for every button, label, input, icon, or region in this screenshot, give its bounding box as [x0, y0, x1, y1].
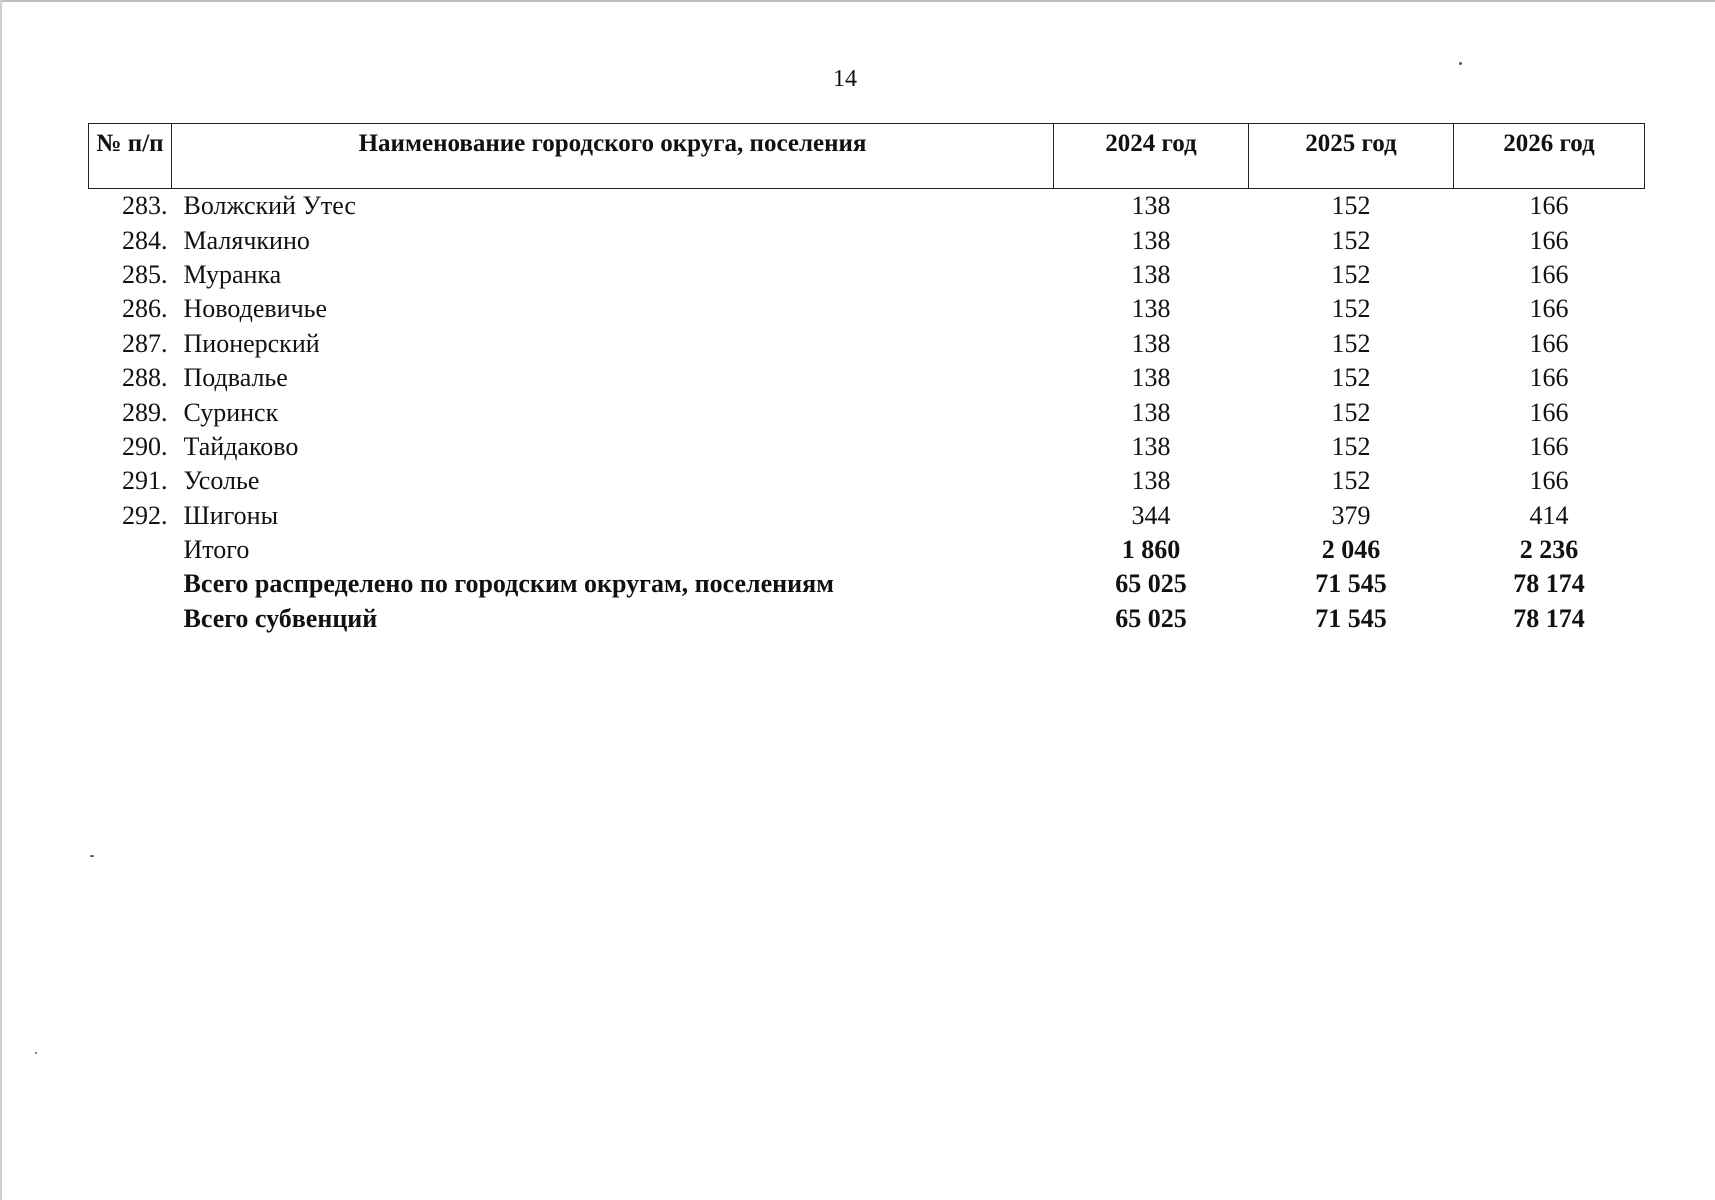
- row-name: Малячкино: [183, 225, 310, 255]
- row-num: 286.: [122, 294, 168, 324]
- row-2025: 152: [1331, 397, 1371, 427]
- scan-speck: [1459, 62, 1462, 65]
- row-2025: 152: [1331, 363, 1371, 393]
- distributed-total-label: Всего распределено по городским округам, поселениям: [183, 569, 834, 599]
- distributed-total-2025: 71 545: [1315, 569, 1387, 599]
- row-2025: 152: [1331, 294, 1371, 324]
- scan-edge-top: [0, 0, 1715, 2]
- table-row: [89, 223, 1645, 257]
- row-2025: 152: [1331, 431, 1371, 461]
- row-num: 284.: [122, 225, 168, 255]
- row-num: 291.: [122, 466, 168, 496]
- row-2024: 138: [1131, 328, 1171, 358]
- row-2025: 152: [1331, 191, 1371, 221]
- row-2024: 138: [1131, 259, 1171, 289]
- row-name: Подвалье: [183, 363, 288, 393]
- row-num: 288.: [122, 363, 168, 393]
- table-header-row: [89, 124, 1645, 189]
- header-name: Наименование городского округа, поселения: [172, 124, 1054, 189]
- scan-edge-left: [0, 0, 2, 1200]
- row-2024: 138: [1131, 363, 1171, 393]
- grand-total-label: Всего субвенций: [183, 603, 378, 633]
- table-row: [89, 292, 1645, 326]
- row-name: Суринск: [183, 397, 279, 427]
- row-2024: 138: [1131, 225, 1171, 255]
- row-num: [89, 533, 172, 567]
- header-2025: 2025 год: [1249, 124, 1454, 189]
- row-2026: 166: [1529, 328, 1569, 358]
- row-num: 285.: [122, 259, 168, 289]
- row-2024: 138: [1131, 466, 1171, 496]
- table-row: [89, 395, 1645, 429]
- row-2025: 152: [1331, 328, 1371, 358]
- row-2026: 166: [1529, 363, 1569, 393]
- row-2025: 152: [1331, 259, 1371, 289]
- table-row: [89, 258, 1645, 292]
- row-name: Тайдаково: [183, 431, 299, 461]
- grand-total-2026: 78 174: [1513, 603, 1585, 633]
- row-name: Волжский Утес: [183, 191, 356, 221]
- row-num: [89, 567, 172, 601]
- row-2026: 166: [1529, 431, 1569, 461]
- distributed-total-2024: 65 025: [1115, 569, 1187, 599]
- distributed-total-2026: 78 174: [1513, 569, 1585, 599]
- table-row: [89, 464, 1645, 498]
- table-row: [89, 430, 1645, 464]
- row-num: 287.: [122, 328, 168, 358]
- row-2024: 138: [1131, 431, 1171, 461]
- table-row: [89, 189, 1645, 224]
- header-2024: 2024 год: [1054, 124, 1249, 189]
- row-2026: 166: [1529, 191, 1569, 221]
- row-num: 292.: [122, 500, 168, 530]
- row-num: 289.: [122, 397, 168, 427]
- row-num: 290.: [122, 431, 168, 461]
- row-2026: 414: [1529, 500, 1569, 530]
- row-2024: 138: [1131, 397, 1171, 427]
- row-name: Усолье: [183, 466, 260, 496]
- header-num: № п/п: [89, 124, 172, 189]
- grand-total-2025: 71 545: [1315, 603, 1387, 633]
- row-2026: 166: [1529, 294, 1569, 324]
- row-name: Пионерский: [183, 328, 320, 358]
- header-2026: 2026 год: [1454, 124, 1645, 189]
- row-name: Муранка: [183, 259, 282, 289]
- scan-speck: [90, 855, 94, 857]
- row-name: Новодевичье: [183, 294, 328, 324]
- page-number: 14: [833, 66, 857, 92]
- subtotal-row: [89, 533, 1645, 567]
- distributed-total-row: [89, 567, 1645, 601]
- row-2026: 166: [1529, 225, 1569, 255]
- row-2024: 344: [1131, 500, 1171, 530]
- row-num: [89, 602, 172, 636]
- table-row: [89, 361, 1645, 395]
- row-2025: 152: [1331, 225, 1371, 255]
- scan-speck: [35, 1052, 37, 1054]
- subtotal-2024: 1 860: [1121, 535, 1181, 565]
- row-num: 283.: [122, 191, 168, 221]
- row-name: Шигоны: [183, 500, 279, 530]
- row-2024: 138: [1131, 191, 1171, 221]
- table-row: [89, 327, 1645, 361]
- row-2026: 166: [1529, 259, 1569, 289]
- row-2026: 166: [1529, 397, 1569, 427]
- row-2025: 152: [1331, 466, 1371, 496]
- grand-total-row: [89, 602, 1645, 636]
- grand-total-2024: 65 025: [1115, 603, 1187, 633]
- row-2025: 379: [1331, 500, 1371, 530]
- subtotal-2025: 2 046: [1321, 535, 1381, 565]
- subtotal-2026: 2 236: [1519, 535, 1579, 565]
- row-2024: 138: [1131, 294, 1171, 324]
- row-2026: 166: [1529, 466, 1569, 496]
- subtotal-label: Итого: [183, 535, 250, 565]
- subsidy-table: [88, 123, 1645, 636]
- table-row: [89, 499, 1645, 533]
